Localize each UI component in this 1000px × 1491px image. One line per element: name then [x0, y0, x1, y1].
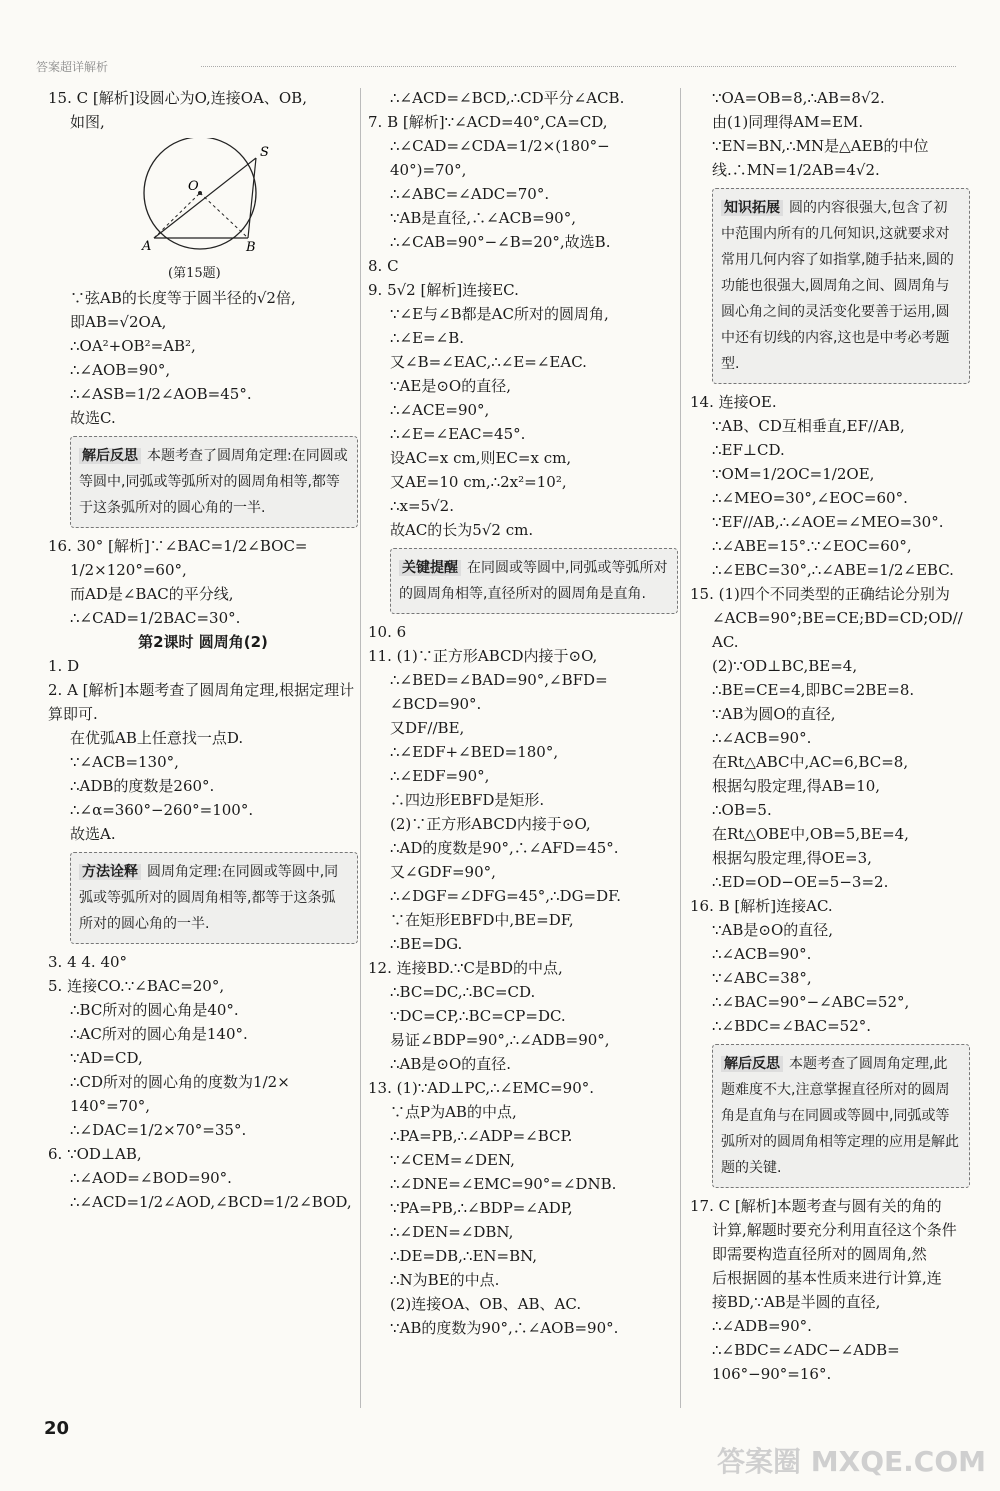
text-line: ∴∠MEO=30°,∠EOC=60°.: [712, 489, 908, 507]
column-2: [368, 86, 678, 1340]
text-line: 由(1)同理得AM=EM.: [712, 113, 864, 131]
text-line: ∴N为BE的中点.: [390, 1271, 500, 1289]
text-line: 在优弧AB上任意找一点D.: [70, 729, 244, 747]
text-line: ∵AE是⊙O的直径,: [390, 377, 511, 395]
text-line: ∴∠E=∠B.: [390, 329, 464, 347]
text-line: 3. 4 4. 40°: [48, 953, 128, 971]
text-line: ∵DC=CP,∴BC=CP=DC.: [390, 1007, 566, 1025]
text-line: ∴ED=OD−OE=5−3=2.: [712, 873, 889, 891]
text-line: ∴∠BAC=90°−∠ABC=52°,: [712, 993, 910, 1011]
note-box: [712, 188, 970, 384]
circle-figure: [138, 138, 358, 260]
text-line: AC.: [712, 633, 739, 651]
lesson-heading: 第2课时 圆周角(2): [138, 633, 268, 651]
text-line: ∴x=5√2.: [390, 497, 454, 515]
text-line: ∴∠DGF=∠DFG=45°,∴DG=DF.: [390, 887, 621, 905]
text-line: 又∠GDF=90°,: [390, 863, 496, 881]
note-title: 知识拓展: [721, 200, 783, 216]
text-line: 2. A [解析]本题考查了圆周角定理,根据定理计算即可.: [48, 681, 355, 723]
text-line: 17. C [解析]本题考查与圆有关的角的: [690, 1197, 942, 1215]
text-line: ∴OB=5.: [712, 801, 772, 819]
note-box: [70, 436, 358, 528]
text-line: ∴∠ASB=1/2∠AOB=45°.: [70, 385, 252, 403]
label-a: A: [142, 239, 152, 253]
text-line: 接BD,∵AB是半圆的直径,: [712, 1293, 881, 1311]
label-o: O: [188, 179, 199, 194]
text-line: 140°=70°,: [70, 1097, 151, 1115]
text-line: ∴∠ABE=15°.∵∠EOC=60°,: [712, 537, 912, 555]
text-line: ∵∠ACB=130°,: [70, 753, 179, 771]
text-line: ∴∠AOB=90°,: [70, 361, 171, 379]
text-line: ∵AB是⊙O的直径,: [712, 921, 834, 939]
text-line: ∴∠ACB=90°.: [712, 945, 812, 963]
text-line: 即AB=√2OA,: [70, 313, 167, 331]
text-line: ∵点P为AB的中点,: [390, 1103, 517, 1121]
text-line: 根据勾股定理,得AB=10,: [712, 777, 881, 795]
text-line: ∴AD的度数是90°,∴∠AFD=45°.: [390, 839, 619, 857]
text-line: ∴BE=DG.: [390, 935, 463, 953]
text-line: ∴∠AOD=∠BOD=90°.: [70, 1169, 232, 1187]
text-line: 故选A.: [70, 825, 116, 843]
text-line: 6. ∵OD⊥AB,: [48, 1145, 142, 1163]
text-line: ∴∠ACD=∠BCD,∴CD平分∠ACB.: [390, 89, 625, 107]
text-line: 故AC的长为5√2 cm.: [390, 521, 534, 539]
text-line: 根据勾股定理,得OE=3,: [712, 849, 872, 867]
text-line: 11. (1)∵正方形ABCD内接于⊙O,: [368, 647, 598, 665]
text-line: 在Rt△ABC中,AC=6,BC=8,: [712, 753, 909, 771]
text-line: ∴OA²+OB²=AB²,: [70, 337, 196, 355]
text-line: ∵∠ABC=38°,: [712, 969, 812, 987]
text-line: ∴∠ACD=1/2∠AOD,∠BCD=1/2∠BOD,: [70, 1193, 352, 1211]
text-line: ∴∠BED=∠BAD=90°,∠BFD=: [390, 671, 608, 689]
text-line: ∴BC所对的圆心角是40°.: [70, 1001, 239, 1019]
text-line: ∴AC所对的圆心角是140°.: [70, 1025, 248, 1043]
text-line: ∴∠ABC=∠ADC=70°.: [390, 185, 550, 203]
text-line: ∵AB是直径,∴∠ACB=90°,: [390, 209, 576, 227]
text-line: 设AC=x cm,则EC=x cm,: [390, 449, 572, 467]
text-line: ∴∠CAB=90°−∠B=20°,故选B.: [390, 233, 611, 251]
text-line: (2)∵OD⊥BC,BE=4,: [712, 657, 858, 675]
text-line: ∴∠DEN=∠DBN,: [390, 1223, 514, 1241]
text-line: ∴∠DAC=1/2×70°=35°.: [70, 1121, 247, 1139]
note-text: 本题考查了圆周角定理:在同圆或等圆中,同弧或等弧所对的圆周角相等,都等于这条弧所对的圆心角的一半.: [79, 448, 348, 516]
text-line: ∵弦AB的长度等于圆半径的√2倍,: [70, 289, 296, 307]
text-line: ∴∠BDC=∠ADC−∠ADB=: [712, 1341, 900, 1359]
note-box: [712, 1044, 970, 1188]
text-line: 40°)=70°,: [390, 161, 467, 179]
text-line: ∵AB、CD互相垂直,EF//AB,: [712, 417, 905, 435]
watermark: 答案圈 MXQE.COM: [717, 1445, 986, 1478]
text-line: 故选C.: [70, 409, 116, 427]
text-line: ∵AD=CD,: [70, 1049, 143, 1067]
text-line: ∴∠EDF=90°,: [390, 767, 490, 785]
column-1: [48, 86, 358, 1214]
text-line: 15. (1)四个不同类型的正确结论分别为: [690, 585, 950, 603]
text-line: ∴∠EDF+∠BED=180°,: [390, 743, 559, 761]
text-line: ∴EF⊥CD.: [712, 441, 785, 459]
note-title: 解后反思: [79, 448, 141, 464]
text-line: ∴PA=PB,∴∠ADP=∠BCP.: [390, 1127, 573, 1145]
text-line: ∴∠ADB=90°.: [712, 1317, 812, 1335]
text-line: 7. B [解析]∵∠ACD=40°,CA=CD,: [368, 113, 608, 131]
column-divider: [360, 88, 361, 1408]
text-line: 1. D: [48, 657, 80, 675]
text-line: ∴∠α=360°−260°=100°.: [70, 801, 254, 819]
text-line: (2)连接OA、OB、AB、AC.: [390, 1295, 582, 1313]
text-line: ∴BE=CE=4,即BC=2BE=8.: [712, 681, 915, 699]
text-line: ∵在矩形EBFD中,BE=DF,: [390, 911, 574, 929]
page-header: [36, 58, 956, 74]
note-title: 方法诠释: [79, 864, 141, 880]
text-line: 又∠B=∠EAC,∴∠E=∠EAC.: [390, 353, 587, 371]
text-line: 106°−90°=16°.: [712, 1365, 832, 1383]
text-line: ∵EN=BN,∴MN是△AEB的中位: [712, 137, 929, 155]
note-text: 圆周角定理:在同圆或等圆中,同弧或等弧所对的圆周角相等,都等于这条弧所对的圆心角的一半.: [79, 864, 339, 932]
text-line: 计算,解题时要充分利用直径这个条件: [712, 1221, 957, 1239]
text-line: ∴∠DNE=∠EMC=90°=∠DNB.: [390, 1175, 617, 1193]
text-line: 在Rt△OBE中,OB=5,BE=4,: [712, 825, 909, 843]
text-line: ∴四边形EBFD是矩形.: [390, 791, 545, 809]
text-line: 13. (1)∵AD⊥PC,∴∠EMC=90°.: [368, 1079, 595, 1097]
note-text: 本题考查了圆周角定理,此题难度不大,注意掌握直径所对的圆周角是直角与在同圆或等圆中,同弧或等弧所对的圆周角相等定理的应用是解此题的关键.: [721, 1056, 959, 1176]
note-title: 关键提醒: [399, 560, 461, 576]
text-line: ∴AB是⊙O的直径.: [390, 1055, 512, 1073]
text-line: 14. 连接OE.: [690, 393, 777, 411]
text-line: 而AD是∠BAC的平分线,: [70, 585, 234, 603]
text-line: 8. C: [368, 257, 399, 275]
text-line: 即需要构造直径所对的圆周角,然: [712, 1245, 927, 1263]
text-line: ∴ADB的度数是260°.: [70, 777, 215, 795]
text-line: ∵OA=OB=8,∴AB=8√2.: [712, 89, 885, 107]
header-rule: [201, 66, 956, 67]
text-line: ∠BCD=90°.: [390, 695, 482, 713]
text-line: ∵AB的度数为90°,∴∠AOB=90°.: [390, 1319, 619, 1337]
text-line: ∴CD所对的圆心角的度数为1/2×: [70, 1073, 290, 1091]
label-b: B: [246, 240, 256, 253]
text-line: ∵EF//AB,∴∠AOE=∠MEO=30°.: [712, 513, 944, 531]
text-line: 10. 6: [368, 623, 407, 641]
text-line: ∴∠ACE=90°,: [390, 401, 490, 419]
note-text: 圆的内容很强大,包含了初中范围内所有的几何知识,这就要求对常用几何内容了如指掌,随手拈来,圆的功能也很强大,圆周角之间、圆周角与圆心角之间的灵活变化要善于运用,圆中还有切线的内容,这也是中考必考题型.: [721, 200, 954, 372]
text-line: 15. C [解析]设圆心为O,连接OA、OB,: [48, 89, 307, 107]
note-title: 解后反思: [721, 1056, 783, 1072]
text-line: 又DF//BE,: [390, 719, 465, 737]
text-line: 16. 30° [解析]∵∠BAC=1/2∠BOC=: [48, 537, 308, 555]
text-line: 如图,: [70, 113, 105, 131]
column-3: [690, 86, 970, 1386]
text-line: ∴DE=DB,∴EN=BN,: [390, 1247, 538, 1265]
text-line: ∵OM=1/2OC=1/2OE,: [712, 465, 875, 483]
text-line: ∴∠ACB=90°.: [712, 729, 812, 747]
text-line: 易证∠BDP=90°,∴∠ADB=90°,: [390, 1031, 610, 1049]
text-line: ∴∠CAD=∠CDA=1/2×(180°−: [390, 137, 610, 155]
text-line: ∴∠BDC=∠BAC=52°.: [712, 1017, 872, 1035]
text-line: 16. B [解析]连接AC.: [690, 897, 833, 915]
text-line: ∠ACB=90°;BE=CE;BD=CD;OD//: [712, 609, 963, 627]
text-line: 又AE=10 cm,∴2x²=10²,: [390, 473, 567, 491]
text-line: 1/2×120°=60°,: [70, 561, 187, 579]
text-line: ∵AB为圆O的直径,: [712, 705, 836, 723]
text-line: ∴∠EBC=30°,∴∠ABE=1/2∠EBC.: [712, 561, 954, 579]
text-line: 后根据圆的基本性质来进行计算,连: [712, 1269, 942, 1287]
note-box: [390, 548, 678, 614]
circle-diagram: [138, 138, 278, 253]
text-line: ∵PA=PB,∴∠BDP=∠ADP,: [390, 1199, 573, 1217]
text-line: (2)∵正方形ABCD内接于⊙O,: [390, 815, 591, 833]
label-s: S: [260, 145, 269, 160]
text-line: ∴∠CAD=1/2BAC=30°.: [70, 609, 241, 627]
text-line: 线.∴MN=1/2AB=4√2.: [712, 161, 880, 179]
page-number: 20: [44, 1418, 70, 1439]
header-title: 答案超详解析: [36, 60, 109, 74]
figure-caption: (第15题): [168, 266, 221, 281]
column-divider: [680, 88, 681, 1408]
text-line: 9. 5√2 [解析]连接EC.: [368, 281, 519, 299]
text-line: ∵∠E与∠B都是AC所对的圆周角,: [390, 305, 609, 323]
text-line: 12. 连接BD.∵C是BD的中点,: [368, 959, 563, 977]
text-line: 5. 连接CO.∵∠BAC=20°,: [48, 977, 225, 995]
text-line: ∵∠CEM=∠DEN,: [390, 1151, 515, 1169]
note-box: [70, 852, 358, 944]
text-line: ∴BC=DC,∴BC=CD.: [390, 983, 536, 1001]
text-line: ∴∠E=∠EAC=45°.: [390, 425, 526, 443]
note-text: 在同圆或等圆中,同弧或等弧所对的圆周角相等,直径所对的圆周角是直角.: [399, 560, 668, 602]
